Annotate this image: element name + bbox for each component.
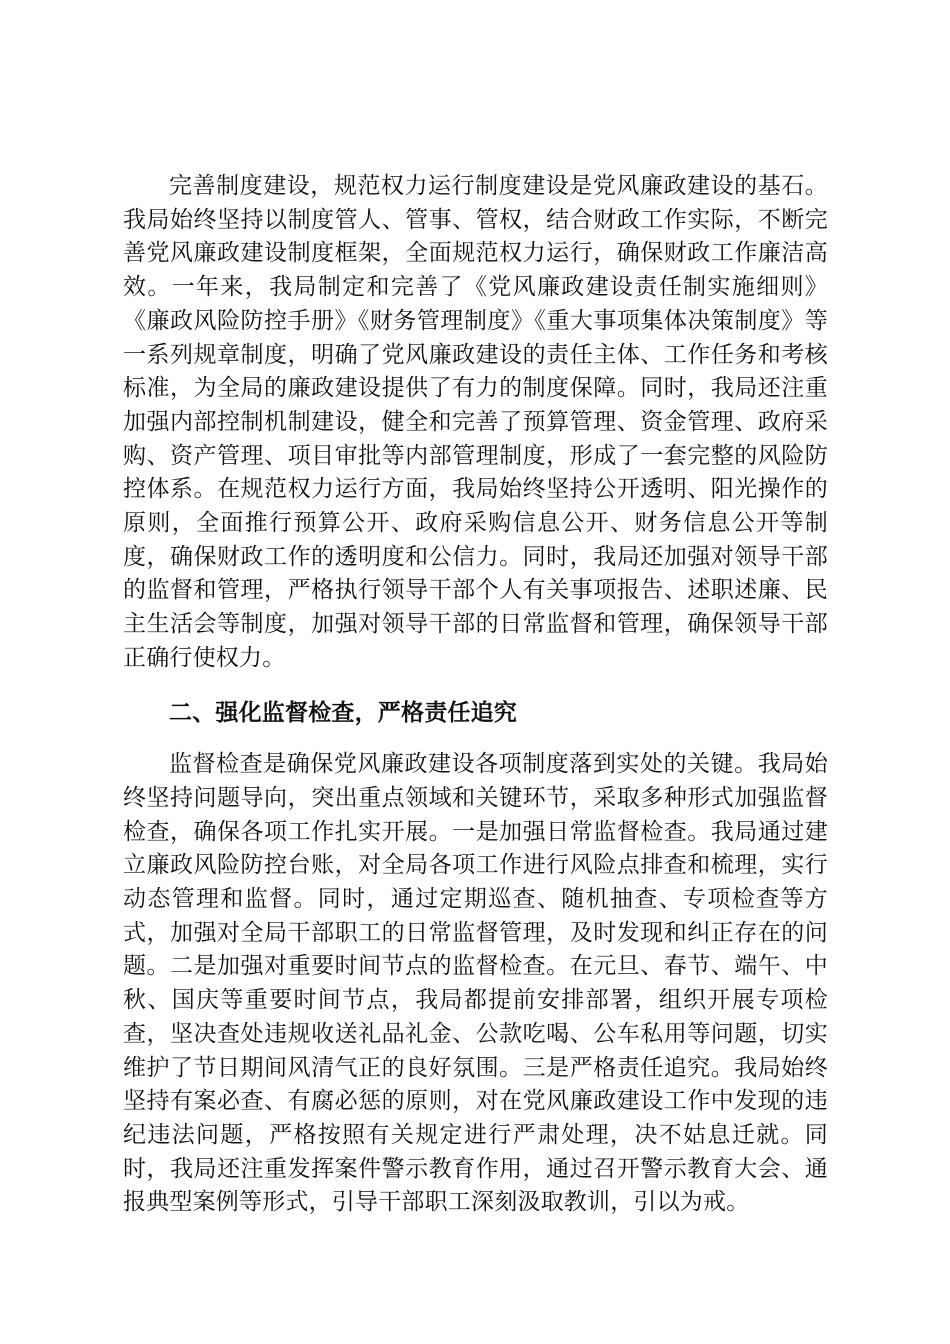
document-body bbox=[123, 170, 828, 1220]
paragraph-institution-building: 完善制度建设，规范权力运行制度建设是党风廉政建设的基石。我局始终坚持以制度管人、管事、管权，结合财政工作实际，不断完善党风廉政建设制度框架，全面规范权力运行，确保财政工作廉洁高效。一年来，我局制定和完善了《党风廉政建设责任制实施细则》《廉政风险防控手册》《财务管理制度》《重大事项集体决策制度》等一系列规章制度，明确了党风廉政建设的责任主体、工作任务和考核标准，为全局的廉政建设提供了有力的制度保障。同时，我局还注重加强内部控制机制建设，健全和完善了预算管理、资金管理、政府采购、资产管理、项目审批等内部管理制度，形成了一套完整的风险防控体系。在规范权力运行方面，我局始终坚持公开透明、阳光操作的原则，全面推行预算公开、政府采购信息公开、财务信息公开等制度，确保财政工作的透明度和公信力。同时，我局还加强对领导干部的监督和管理，严格执行领导干部个人有关事项报告、述职述廉、民主生活会等制度，加强对领导干部的日常监督和管理，确保领导干部正确行使权力。 bbox=[123, 173, 828, 671]
paragraph-supervision-inspection: 监督检查是确保党风廉政建设各项制度落到实处的关键。我局始终坚持问题导向，突出重点领域和关键环节，采取多种形式加强监督检查，确保各项工作扎实开展。一是加强日常监督检查。我局通过建立廉政风险防控台账，对全局各项工作进行风险点排查和梳理，实行动态管理和监督。同时，通过定期巡查、随机抽查、专项检查等方式，加强对全局干部职工的日常监督管理，及时发现和纠正存在的问题。二是加强对重要时间节点的监督检查。在元旦、春节、端午、中秋、国庆等重要时间节点，我局都提前安排部署，组织开展专项检查，坚决查处违规收送礼品礼金、公款吃喝、公车私用等问题，切实维护了节日期间风清气正的良好氛围。三是严格责任追究。我局始终坚持有案必查、有腐必惩的原则，对在党风廉政建设工作中发现的违纪违法问题，严格按照有关规定进行严肃处理，决不姑息迁就。同时，我局还注重发挥案件警示教育作用，通过召开警示教育大会、通报典型案例等形式，引导干部职工深刻汲取教训，引以为戒。 bbox=[123, 751, 828, 1216]
section-heading-supervision: 二、强化监督检查，严格责任追究 bbox=[169, 699, 517, 726]
